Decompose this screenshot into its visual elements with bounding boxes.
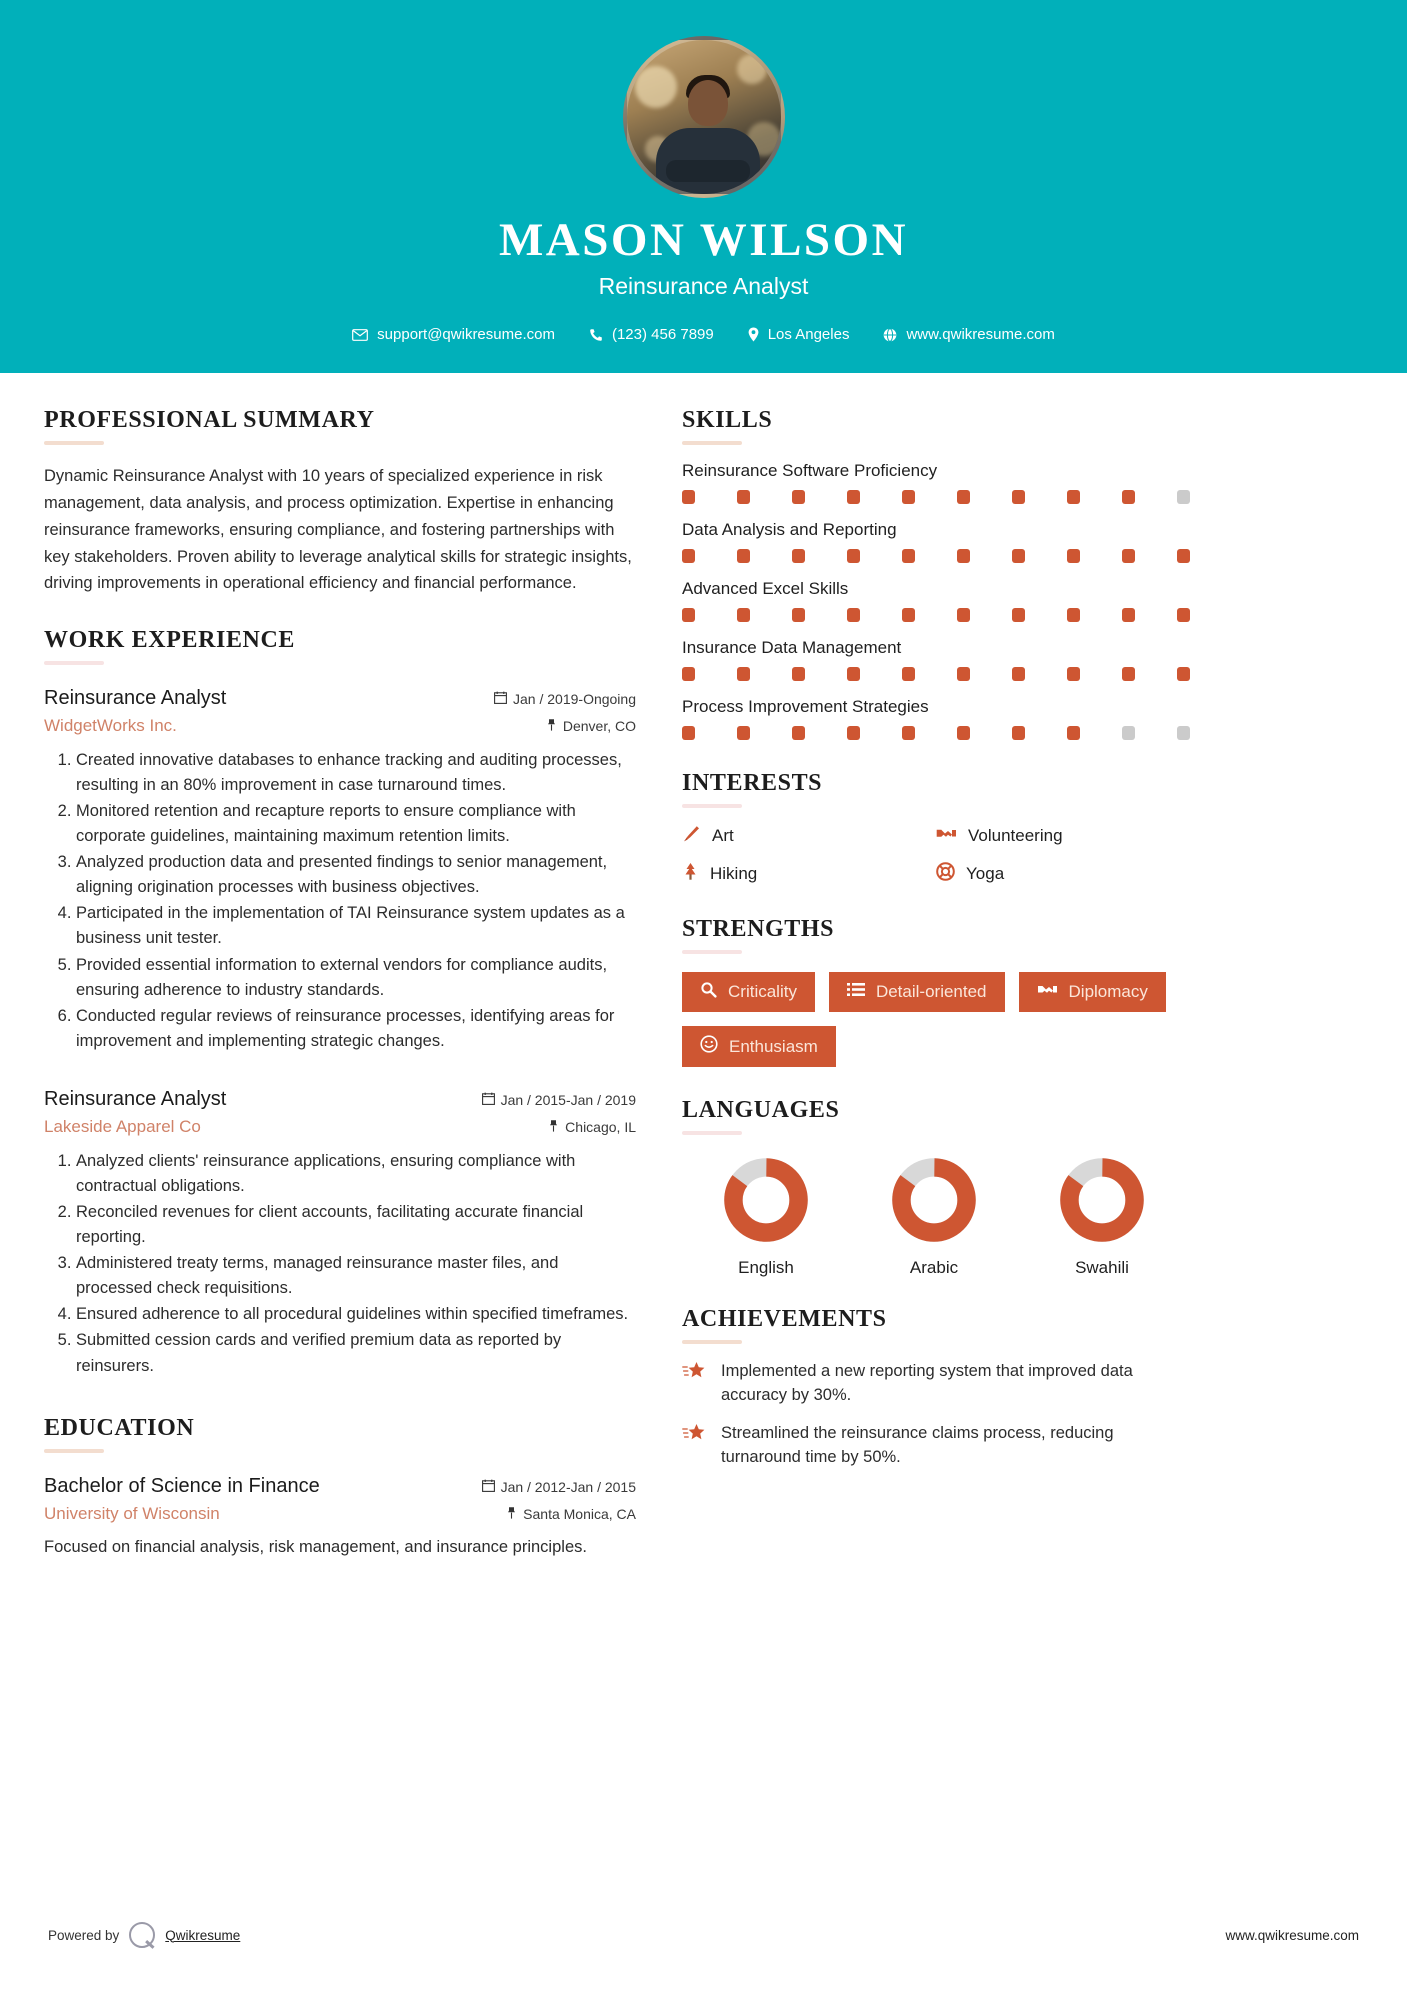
- skill-rating: [682, 667, 1190, 681]
- skill-dot: [1177, 608, 1190, 622]
- resume-body: [0, 373, 1407, 1560]
- skill-dot: [847, 726, 860, 740]
- section-achievements: [682, 1306, 1190, 1470]
- skill-dot: [847, 667, 860, 681]
- skill-item: [682, 520, 1190, 563]
- skill-dot: [957, 490, 970, 504]
- work-heading: WORK EXPERIENCE: [44, 626, 296, 653]
- contact-email-text: support@qwikresume.com: [377, 326, 555, 344]
- mail-icon: [352, 329, 368, 341]
- skill-dot: [1177, 667, 1190, 681]
- strengths-heading: STRENGTHS: [682, 916, 835, 943]
- section-divider: [682, 1340, 742, 1344]
- school-name: University of Wisconsin: [44, 1503, 220, 1523]
- education-date-text: Jan / 2012-Jan / 2015: [500, 1478, 636, 1495]
- language-label: English: [738, 1258, 794, 1278]
- skill-dot: [737, 549, 750, 563]
- skill-rating: [682, 726, 1190, 740]
- calendar-icon: [482, 1092, 495, 1108]
- skill-dot: [1177, 726, 1190, 740]
- avatar: [623, 36, 785, 198]
- language-item: [1018, 1157, 1186, 1278]
- skill-dot: [1122, 608, 1135, 622]
- language-label: Swahili: [1075, 1258, 1129, 1278]
- strengths-list: [682, 972, 1190, 1067]
- skill-item: [682, 638, 1190, 681]
- skill-item: [682, 461, 1190, 504]
- work-date: [494, 691, 636, 707]
- star-icon: [682, 1422, 708, 1449]
- list-item: 6. Conducted regular reviews of reinsurance processes, identifying areas for improvement and implementing strategic changes.: [76, 1004, 636, 1054]
- handshake-icon: [936, 825, 957, 847]
- skill-dot: [682, 549, 695, 563]
- work-bullets: [44, 748, 636, 1054]
- skill-label: Advanced Excel Skills: [682, 579, 849, 599]
- page-title: MASON WILSON: [498, 214, 909, 266]
- smiley-icon: [700, 1035, 718, 1058]
- list-item: 2. Reconciled revenues for client accounts, facilitating accurate financial reporting.: [76, 1200, 636, 1250]
- work-location-text: Denver, CO: [562, 717, 636, 734]
- calendar-icon: [494, 691, 507, 707]
- interest-item: [682, 824, 936, 848]
- section-divider: [682, 950, 742, 954]
- language-donut: [891, 1157, 977, 1243]
- skill-dot: [847, 490, 860, 504]
- skills-heading: SKILLS: [682, 407, 773, 434]
- left-column: [44, 407, 636, 1560]
- section-divider: [44, 661, 104, 665]
- skill-dot: [902, 490, 915, 504]
- skill-dot: [737, 490, 750, 504]
- interests-grid: [682, 824, 1190, 886]
- section-education: [44, 1415, 636, 1561]
- interest-label: Hiking: [710, 864, 758, 884]
- list-item: 5. Provided essential information to external vendors for compliance audits, ensuring adherence to industry standards.: [76, 953, 636, 1003]
- skill-dot: [737, 608, 750, 622]
- skill-dot: [682, 490, 695, 504]
- list-item: 2. Monitored retention and recapture reports to ensure compliance with corporate guidelines, maintaining maximum retention limits.: [76, 799, 636, 849]
- work-location: [548, 1119, 636, 1135]
- pin-icon: [506, 1506, 517, 1522]
- achievement-item: [682, 1422, 1190, 1470]
- achievement-text: Streamlined the reinsurance claims process, reducing turnaround time by 50%.: [721, 1424, 1114, 1467]
- skill-dot: [1067, 667, 1080, 681]
- interest-label: Yoga: [966, 864, 1005, 884]
- skill-dot: [957, 667, 970, 681]
- list-item: 1. Analyzed clients' reinsurance applications, ensuring compliance with contractual obligations.: [76, 1149, 636, 1199]
- summary-heading: PROFESSIONAL SUMMARY: [44, 407, 375, 434]
- section-divider: [682, 1131, 742, 1135]
- strength-chip-detail-oriented[interactable]: [829, 972, 1005, 1012]
- skill-dot: [902, 608, 915, 622]
- strength-chip-diplomacy[interactable]: [1019, 972, 1166, 1012]
- work-date-text: Jan / 2015-Jan / 2019: [500, 1091, 636, 1108]
- skill-dot: [957, 549, 970, 563]
- list-item: 5. Submitted cession cards and verified premium data as reported by reinsurers.: [76, 1328, 636, 1378]
- education-description: Focused on financial analysis, risk management, and insurance principles.: [44, 1537, 587, 1556]
- list-item: 3. Administered treaty terms, managed reinsurance master files, and processed check requisitions.: [76, 1251, 636, 1301]
- contact-phone[interactable]: [572, 326, 731, 343]
- skill-label: Reinsurance Software Proficiency: [682, 461, 938, 481]
- skill-dot: [1067, 549, 1080, 563]
- degree-title: Bachelor of Science in Finance: [44, 1474, 320, 1497]
- section-divider: [682, 804, 742, 808]
- summary-text: Dynamic Reinsurance Analyst with 10 years of specialized experience in risk management, data analysis, and process optimization. Expertise in enhancing reinsurance frameworks, ensuring compliance, and fostering partnerships with key stakeholders. Proven ability to leverage analytical skills for strategic insights, driving improvements in operational efficiency and financial performance.: [44, 467, 632, 593]
- languages-list: [682, 1157, 1190, 1278]
- education-date: [482, 1479, 636, 1495]
- work-role: Reinsurance Analyst: [44, 686, 227, 709]
- skill-label: Insurance Data Management: [682, 638, 902, 658]
- interests-heading: INTERESTS: [682, 770, 823, 797]
- strength-label: Detail-oriented: [875, 982, 987, 1002]
- skill-dot: [957, 608, 970, 622]
- language-item: [850, 1157, 1018, 1278]
- skill-dot: [1122, 549, 1135, 563]
- skill-dot: [792, 490, 805, 504]
- list-item: 3. Analyzed production data and presented findings to senior management, aligning origination processes with business objectives.: [76, 850, 636, 900]
- skill-rating: [682, 549, 1190, 563]
- contact-phone-text: (123) 456 7899: [611, 326, 714, 344]
- strength-chip-enthusiasm[interactable]: [682, 1026, 836, 1067]
- contact-row: [0, 326, 1407, 343]
- strength-label: Criticality: [728, 982, 797, 1002]
- work-location-text: Chicago, IL: [565, 1118, 636, 1135]
- skill-dot: [1122, 667, 1135, 681]
- skill-dot: [1067, 490, 1080, 504]
- list-icon: [847, 982, 865, 1002]
- achievement-item: [682, 1360, 1190, 1408]
- skill-dot: [1122, 726, 1135, 740]
- skill-dot: [847, 549, 860, 563]
- skill-dot: [682, 608, 695, 622]
- phone-icon: [589, 328, 603, 342]
- skill-dot: [1177, 490, 1190, 504]
- languages-heading: LANGUAGES: [682, 1097, 840, 1124]
- list-item: 4. Ensured adherence to all procedural guidelines within specified timeframes.: [76, 1302, 636, 1327]
- section-strengths: [682, 916, 1190, 1067]
- skill-dot: [902, 667, 915, 681]
- language-donut: [1059, 1157, 1145, 1243]
- handshake-icon: [1037, 981, 1058, 1003]
- work-item: [44, 1088, 636, 1379]
- contact-location[interactable]: [731, 326, 867, 343]
- skill-dot: [792, 549, 805, 563]
- skill-dot: [1122, 490, 1135, 504]
- work-date-text: Jan / 2019-Ongoing: [513, 690, 636, 707]
- section-skills: [682, 407, 1190, 740]
- location-pin-icon: [748, 327, 759, 342]
- work-company: WidgetWorks Inc.: [44, 715, 177, 735]
- strength-label: Enthusiasm: [729, 1036, 818, 1056]
- skill-dot: [1177, 549, 1190, 563]
- work-item: [44, 687, 636, 1054]
- powered-by-label: Powered by: [48, 1927, 120, 1943]
- section-work-experience: [44, 627, 636, 1379]
- skill-dot: [1012, 549, 1025, 563]
- skill-dot: [902, 549, 915, 563]
- skill-dot: [957, 726, 970, 740]
- strength-label: Diplomacy: [1068, 982, 1148, 1002]
- skill-dot: [682, 667, 695, 681]
- qwikresume-link[interactable]: Qwikresume: [165, 1927, 241, 1943]
- skill-dot: [792, 667, 805, 681]
- language-label: Arabic: [909, 1258, 959, 1278]
- skill-label: Process Improvement Strategies: [682, 697, 929, 717]
- contact-website-text: www.qwikresume.com: [906, 326, 1055, 344]
- achievements-list: [682, 1360, 1190, 1470]
- tree-icon: [682, 862, 699, 886]
- section-divider: [44, 1449, 104, 1453]
- list-item: 4. Participated in the implementation of TAI Reinsurance system updates as a business unit tester.: [76, 901, 636, 951]
- skill-dot: [1067, 726, 1080, 740]
- section-divider: [682, 441, 742, 445]
- skill-dot: [792, 726, 805, 740]
- achievements-heading: ACHIEVEMENTS: [682, 1306, 887, 1333]
- section-professional-summary: [44, 407, 636, 597]
- education-location-text: Santa Monica, CA: [523, 1505, 636, 1522]
- section-interests: [682, 770, 1190, 886]
- strength-chip-criticality[interactable]: [682, 972, 815, 1012]
- star-icon: [682, 1360, 708, 1387]
- skill-dot: [792, 608, 805, 622]
- resume-header: [0, 0, 1407, 373]
- language-donut: [723, 1157, 809, 1243]
- skill-dot: [902, 726, 915, 740]
- list-item: 1. Created innovative databases to enhance tracking and auditing processes, resulting in an 80% improvement in case turnaround times.: [76, 748, 636, 798]
- language-item: [682, 1157, 850, 1278]
- job-title: Reinsurance Analyst: [598, 273, 809, 300]
- skill-rating: [682, 490, 1190, 504]
- qwikresume-logo-icon: [129, 1922, 155, 1948]
- interest-label: Volunteering: [968, 826, 1063, 846]
- section-languages: [682, 1097, 1190, 1278]
- interest-item: [936, 824, 1190, 848]
- interest-label: Art: [712, 826, 734, 846]
- skill-dot: [847, 608, 860, 622]
- work-bullets: [44, 1149, 636, 1379]
- contact-website[interactable]: [866, 326, 1071, 343]
- contact-email[interactable]: [335, 326, 572, 343]
- right-column: [682, 407, 1190, 1560]
- education-item: [44, 1475, 636, 1561]
- skill-dot: [737, 726, 750, 740]
- skill-dot: [682, 726, 695, 740]
- globe-icon: [883, 328, 897, 342]
- skill-dot: [1012, 490, 1025, 504]
- work-location: [546, 718, 636, 734]
- skill-dot: [737, 667, 750, 681]
- contact-location-text: Los Angeles: [767, 326, 850, 344]
- footer-branding: [48, 1922, 240, 1948]
- footer-website: www.qwikresume.com: [1225, 1927, 1359, 1943]
- achievement-text: Implemented a new reporting system that improved data accuracy by 30%.: [721, 1362, 1133, 1405]
- skill-item: [682, 579, 1190, 622]
- skill-dot: [1067, 608, 1080, 622]
- calendar-icon: [482, 1479, 495, 1495]
- footer: [0, 1922, 1407, 1948]
- lifebuoy-icon: [936, 862, 955, 886]
- skill-dot: [1012, 726, 1025, 740]
- pin-icon: [548, 1119, 559, 1135]
- interest-item: [936, 862, 1190, 886]
- search-icon: [700, 981, 717, 1003]
- paintbrush-icon: [682, 824, 701, 848]
- education-location: [506, 1506, 636, 1522]
- education-heading: EDUCATION: [44, 1414, 195, 1441]
- pin-icon: [546, 718, 557, 734]
- work-company: Lakeside Apparel Co: [44, 1116, 201, 1136]
- section-divider: [44, 441, 104, 445]
- interest-item: [682, 862, 936, 886]
- work-role: Reinsurance Analyst: [44, 1087, 227, 1110]
- skill-rating: [682, 608, 1190, 622]
- skill-item: [682, 697, 1190, 740]
- skill-dot: [1012, 667, 1025, 681]
- work-date: [482, 1092, 636, 1108]
- skill-label: Data Analysis and Reporting: [682, 520, 897, 540]
- skill-dot: [1012, 608, 1025, 622]
